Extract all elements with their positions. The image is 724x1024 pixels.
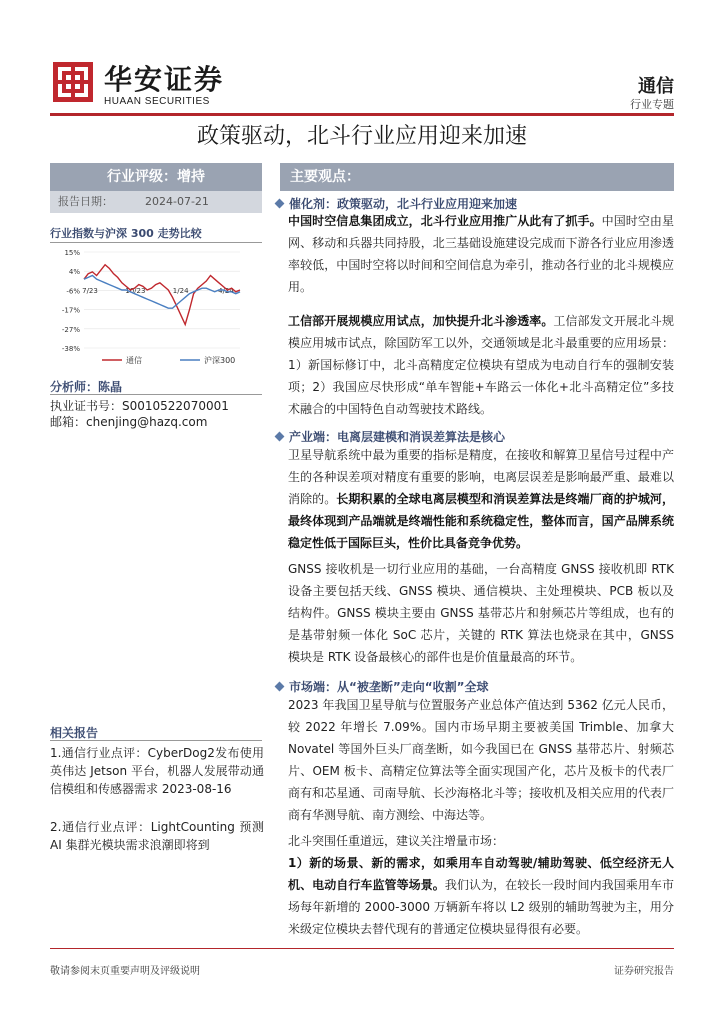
report-date-value: 2024-07-21 — [145, 195, 209, 208]
chart-series-lines — [84, 265, 240, 325]
chart-y-tick-label: -17% — [61, 306, 80, 315]
paragraph-market-2: 北斗突围任重道远，建议关注增量市场： — [288, 834, 505, 848]
paragraph-catalyst-2: 工信部开展规模应用试点，加快提升北斗渗透率。工信部发文开展北斗规模应用城市试点，除国防军工以外，交通领域是北斗最重要的应用场景：1）新国标修订中，北斗高精度定位模块有望成为电动自行车的强制安装项；2）我国应尽快形成“单车智能+车路云一体化+北斗高精定位”多技术融合的中国特色自动驾驶技术路线。 — [288, 314, 674, 416]
paragraph-industry-1: 卫星导航系统中最为重要的指标是精度，在接收和解算卫星信号过程中产生的各种误差项对精度有重要的影响，电离层误差是影响最严重、最难以消除的。长期积累的全球电离层模型和消误差算法是终端厂商的护城河，最终体现到产品端就是终端性能和系统稳定性，整体而言，国产品牌系统稳定性低于国际巨头，性价比具备竞争优势。 — [288, 448, 674, 550]
chart-y-tick-label: -6% — [66, 287, 80, 296]
paragraph-catalyst-1: 中国时空信息集团成立，北斗行业应用推广从此有了抓手。中国时空由星网、移动和兵器共同持股，北三基础设施建设完成而下游各行业应用渗透率较低，中国时空将以时间和空间信息为牵引，推动各行业的北斗规模应用。 — [288, 214, 674, 294]
index-trend-chart — [50, 244, 262, 368]
diamond-bullet-icon — [275, 682, 285, 692]
header-divider — [50, 113, 674, 116]
chart-legend-label: 通信 — [126, 356, 142, 365]
chart-y-tick-label: 15% — [64, 249, 80, 257]
related-reports-heading: 相关报告 — [50, 726, 99, 740]
brand-name-en: HUAAN SECURITIES — [104, 96, 210, 107]
related-reports-divider — [50, 740, 262, 741]
main-views-bar — [280, 163, 674, 191]
report-type-label: 行业专题 — [630, 98, 674, 111]
chart-x-tick-label: 4/24 — [218, 287, 234, 296]
paragraph-market-3: 1）新的场景、新的需求，如乘用车自动驾驶/辅助驾驶、低空经济无人机、电动自行车监管等场景。我们认为，在较长一段时间内我国乘用车市场每年新增的 2000-3000 万辆新车将以 L2 级别的辅助驾驶为主，用分米级定位模块去替代现有的普通定位模块显得很有必要。 — [288, 856, 674, 936]
industry-rating: 行业评级：增持 — [50, 163, 262, 191]
chart-title: 行业指数与沪深 300 走势比较 — [50, 227, 202, 240]
footer-report-type: 证券研究报告 — [614, 966, 674, 977]
chart-x-tick-label: 7/23 — [82, 287, 98, 296]
chart-x-tick-label: 1/24 — [172, 287, 189, 296]
diamond-bullet-icon — [275, 432, 285, 442]
chart-y-tick-labels — [62, 249, 80, 353]
chart-series-line — [84, 265, 240, 325]
chart-y-tick-label: 4% — [68, 268, 80, 277]
analyst-name: 分析师：陈晶 — [50, 380, 123, 394]
section-heading-catalyst: 催化剂：政策驱动，北斗行业应用迎来加速 — [276, 195, 517, 212]
brand-name-cn: 华安证券 — [104, 63, 225, 96]
sector-label: 通信 — [638, 76, 674, 97]
analyst-certificate: 执业证书号：S0010522070001 — [50, 399, 229, 413]
report-title: 政策驱动，北斗行业应用迎来加速 — [196, 124, 527, 149]
related-report-item[interactable]: 1.通信行业点评：CyberDog2发布使用英伟达 Jetson 平台，机器人发展带动通信模组和传感器需求 2023-08-16 — [50, 746, 264, 796]
chart-y-tick-label: -27% — [61, 325, 80, 334]
analyst-email[interactable]: 邮箱：chenjing@hazq.com — [50, 415, 208, 429]
diamond-bullet-icon — [275, 199, 285, 209]
report-date-label: 报告日期： — [58, 195, 113, 208]
section-heading-market: 市场端：从“被垄断”走向“收割”全球 — [276, 678, 489, 695]
footer-divider — [50, 948, 674, 949]
paragraph-market-1: 2023 年我国卫星导航与位置服务产业总体产值达到 5362 亿元人民币，较 2022 年增长 7.09%。国内市场早期主要被美国 Trimble、加拿大 Novatel 等国外巨头厂商垄断，如今我国已在 GNSS 基带芯片、射频芯片、OEM 板卡、高精定位算法等全面实现国产化，芯片及板卡的代表厂商有和芯星通、司南导航、长沙海格北斗等；接收机及相关应用的代表厂商有华测导航、南方测绘、中海达等。 — [288, 698, 674, 822]
chart-x-tick-label: 10/23 — [125, 287, 146, 296]
related-report-item[interactable]: 2.通信行业点评：LightCounting 预测 AI 集群光模块需求浪潮即将到 — [50, 820, 264, 852]
main-views-label: 主要观点： — [290, 169, 360, 185]
huaan-logo-icon — [53, 62, 93, 102]
footer-disclaimer[interactable]: 敬请参阅末页重要声明及评级说明 — [50, 966, 200, 977]
chart-legend-label: 沪深300 — [204, 356, 236, 365]
chart-legend — [102, 355, 235, 365]
analyst-divider — [50, 394, 262, 395]
report-date-row — [50, 191, 262, 213]
chart-y-tick-label: -38% — [61, 345, 80, 353]
section-heading-industry: 产业端：电离层建模和消误差算法是核心 — [276, 428, 505, 445]
paragraph-industry-2: GNSS 接收机是一切行业应用的基础，一台高精度 GNSS 接收机即 RTK 设备主要包括天线、GNSS 模块、通信模块、主处理模块、PCB 板以及结构件。GNSS 模块主要由 GNSS 基带芯片和射频芯片等组成，也有的是基带射频一体化 SoC 芯片，关键的 RTK 算法也烧录在其中，GNSS 模块是 RTK 设备最核心的部件也是价值量最高的环节。 — [288, 562, 674, 664]
chart-title-divider — [50, 242, 262, 243]
